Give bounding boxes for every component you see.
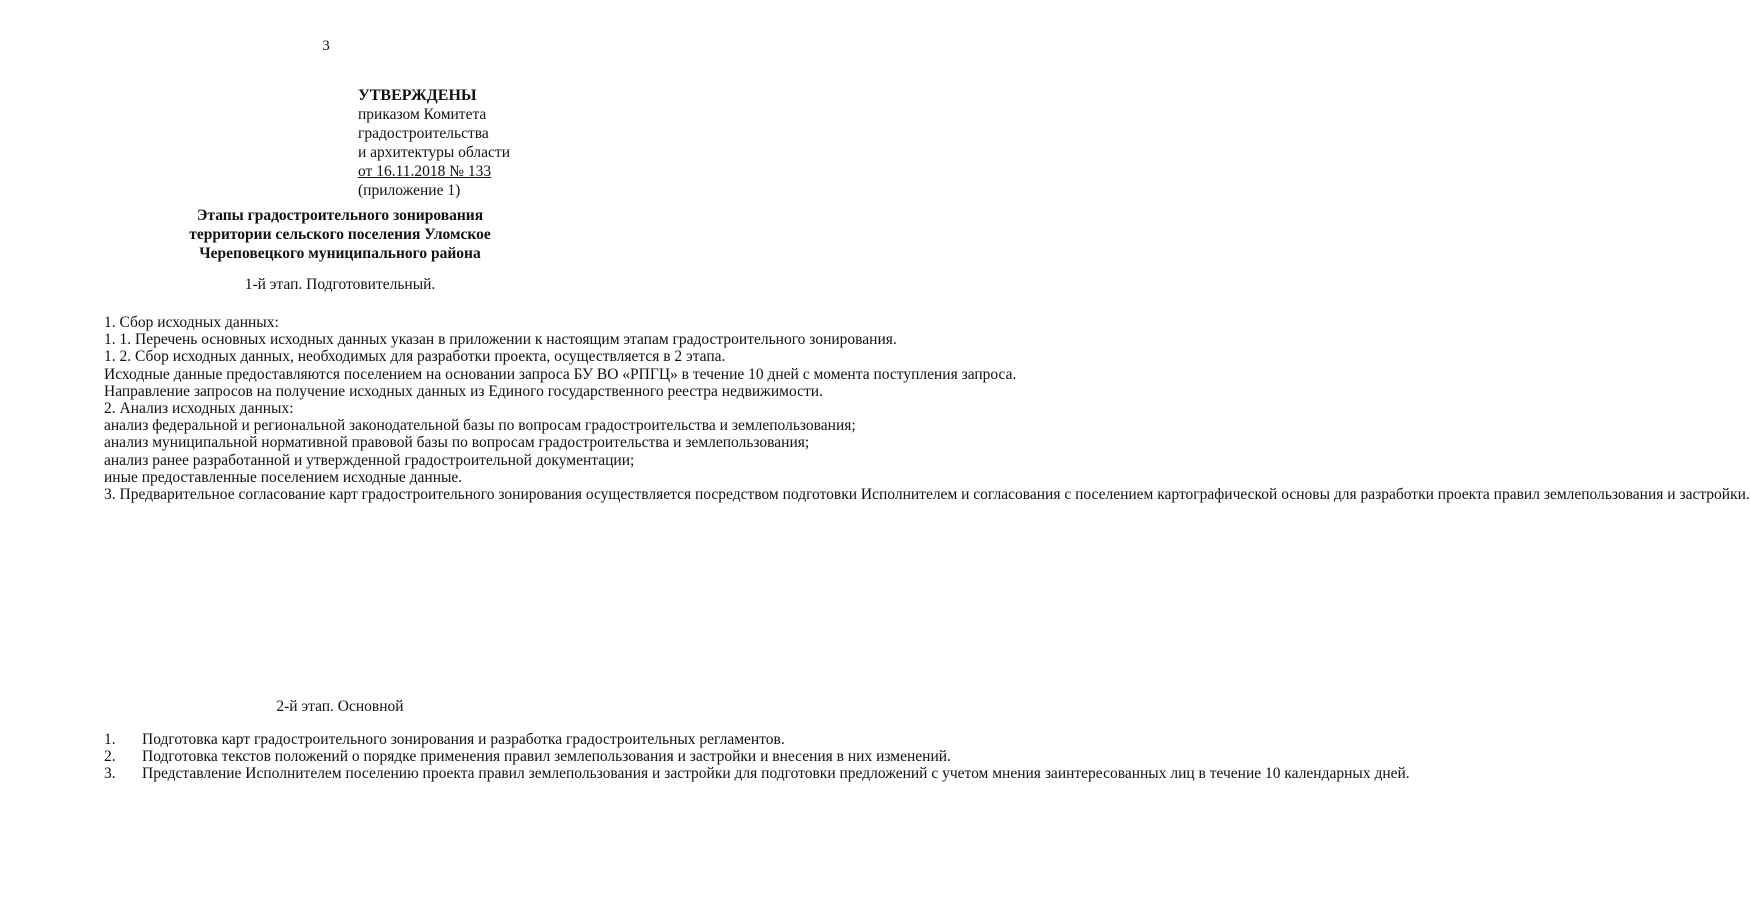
stage1-heading: 1-й этап. Подготовительный. [244,276,436,293]
paragraph: 1. 1. Перечень основных исходных данных указан в приложении к настоящим этапам градостроительного зонирования. [104,331,897,349]
title-line: Этапы градостроительного зонирования [196,207,484,224]
stage2-body [68,731,1410,783]
item-text: Подготовка карт градостроительного зонирования и разработка градостроительных регламентов. [142,731,785,748]
paragraph: Исходные данные предоставляются поселением на основании запроса БУ ВО «РПГЦ» в течение 10 дней с момента поступления запроса. [104,365,1017,383]
approval-order-date: от 16.11.2018 № 133 [358,163,492,180]
paragraph: Направление запросов на получение исходных данных из Единого государственного реестра недвижимости. [104,382,823,400]
approval-line: и архитектуры области [358,144,510,161]
stage1-body [68,314,1750,504]
paragraph: анализ муниципальной нормативной правовой базы по вопросам градостроительства и землепользования; [104,434,810,452]
paragraph: 1. 2. Сбор исходных данных, необходимых для разработки проекта, осуществляется в 2 этапа. [104,348,726,366]
numbered-item [68,731,785,748]
item-text: Представление Исполнителем поселению проекта правил землепользования и застройки для подготовки предложений с учетом мнения заинтересованных лиц в течение 10 календарных дней. [142,765,1410,783]
item-text: Подготовка текстов положений о порядке применения правил землепользования и застройки и внесения в них изменений. [142,748,951,766]
item-number: 1. [104,731,116,748]
item-number: 3. [104,765,116,783]
paragraph: иные предоставленные поселением исходные данные. [104,468,463,486]
numbered-item [68,765,1410,783]
approval-heading: УТВЕРЖДЕНЫ [358,87,477,104]
title-line: территории сельского поселения Уломское [189,226,491,243]
page-number: 3 [322,38,330,54]
approval-line: (приложение 1) [358,182,461,199]
item-number: 2. [104,748,116,766]
approval-block [358,86,510,200]
title-line: Череповецкого муниципального района [199,245,481,262]
paragraph: анализ федеральной и региональной законодательной базы по вопросам градостроительства и землепользования; [104,417,856,435]
document-title [0,206,680,263]
paragraph: 3. Предварительное согласование карт градостроительного зонирования осуществляется посредством подготовки Исполнителем и согласования с поселением картографической основы для разработки проекта правил землепользования и застройки. [104,486,1750,504]
numbered-item [68,748,951,766]
stage2-heading: 2-й этап. Основной [276,698,404,715]
paragraph: анализ ранее разработанной и утвержденной градостроительной документации; [104,451,635,469]
approval-line: градостроительства [358,125,489,142]
paragraph: 2. Анализ исходных данных: [104,400,294,418]
approval-line: приказом Комитета [358,106,487,123]
paragraph: 1. Сбор исходных данных: [104,314,279,331]
